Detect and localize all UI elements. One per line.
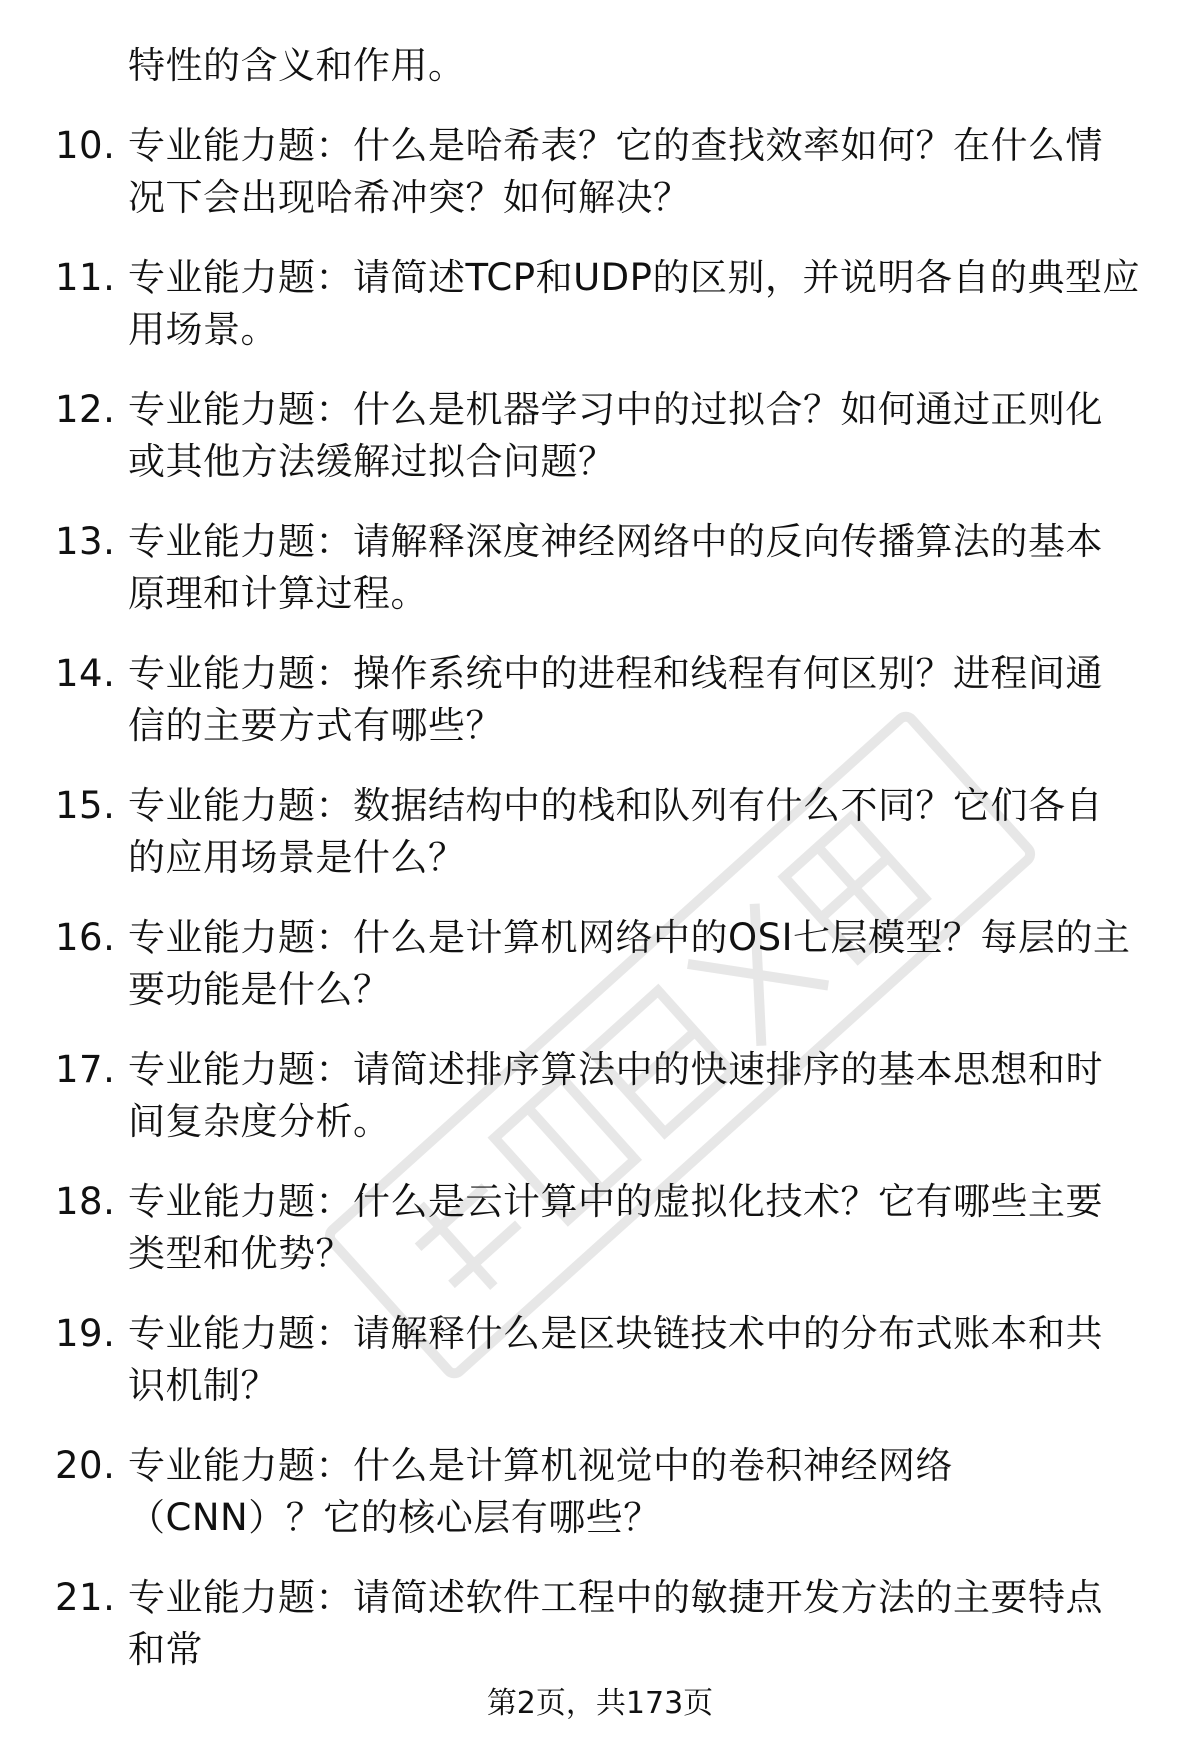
list-item xyxy=(0,252,1200,356)
list-item xyxy=(0,120,1200,224)
list-item xyxy=(0,1440,1200,1544)
list-item xyxy=(0,648,1200,752)
item-text: 专业能力题：请解释深度神经网络中的反向传播算法的基本原理和计算过程。 xyxy=(128,520,1103,615)
list-item xyxy=(0,1308,1200,1412)
list-item xyxy=(0,912,1200,1016)
item-text: 专业能力题：什么是机器学习中的过拟合？如何通过正则化或其他方法缓解过拟合问题？ xyxy=(128,388,1103,483)
item-text: 特性的含义和作用。 xyxy=(128,44,466,87)
item-number: 18. xyxy=(55,1180,116,1223)
list-item xyxy=(0,384,1200,488)
item-text: 专业能力题：什么是计算机网络中的OSI七层模型？每层的主要功能是什么？ xyxy=(128,916,1131,1011)
item-number: 16. xyxy=(55,916,116,959)
item-number: 21. xyxy=(55,1576,116,1619)
list-item xyxy=(0,1176,1200,1280)
item-number: 12. xyxy=(55,388,116,431)
list-item xyxy=(0,1044,1200,1148)
item-number: 11. xyxy=(55,256,116,299)
item-number: 14. xyxy=(55,652,116,695)
question-list xyxy=(0,40,1200,1704)
item-text: 专业能力题：数据结构中的栈和队列有什么不同？它们各自的应用场景是什么？ xyxy=(128,784,1103,879)
item-text: 专业能力题：什么是计算机视觉中的卷积神经网络（CNN）？它的核心层有哪些？ xyxy=(128,1444,953,1539)
page-footer: 第2页，共173页 xyxy=(486,1686,714,1721)
list-item xyxy=(0,40,1200,92)
item-text: 专业能力题：请解释什么是区块链技术中的分布式账本和共识机制？ xyxy=(128,1312,1103,1407)
item-number: 17. xyxy=(55,1048,116,1091)
item-text: 专业能力题：什么是云计算中的虚拟化技术？它有哪些主要类型和优势？ xyxy=(128,1180,1103,1275)
item-number: 10. xyxy=(55,124,116,167)
item-number: 13. xyxy=(55,520,116,563)
item-text: 专业能力题：请简述TCP和UDP的区别，并说明各自的典型应用场景。 xyxy=(128,256,1140,351)
item-text: 专业能力题：请简述排序算法中的快速排序的基本思想和时间复杂度分析。 xyxy=(128,1048,1103,1143)
list-item xyxy=(0,1572,1200,1676)
item-number: 15. xyxy=(55,784,116,827)
list-item xyxy=(0,780,1200,884)
list-item xyxy=(0,516,1200,620)
item-number: 20. xyxy=(55,1444,116,1487)
item-text: 专业能力题：什么是哈希表？它的查找效率如何？在什么情况下会出现哈希冲突？如何解决？ xyxy=(128,124,1103,219)
item-text: 专业能力题：操作系统中的进程和线程有何区别？进程间通信的主要方式有哪些？ xyxy=(128,652,1103,747)
item-number: 19. xyxy=(55,1312,116,1355)
item-text: 专业能力题：请简述软件工程中的敏捷开发方法的主要特点和常 xyxy=(128,1576,1103,1671)
